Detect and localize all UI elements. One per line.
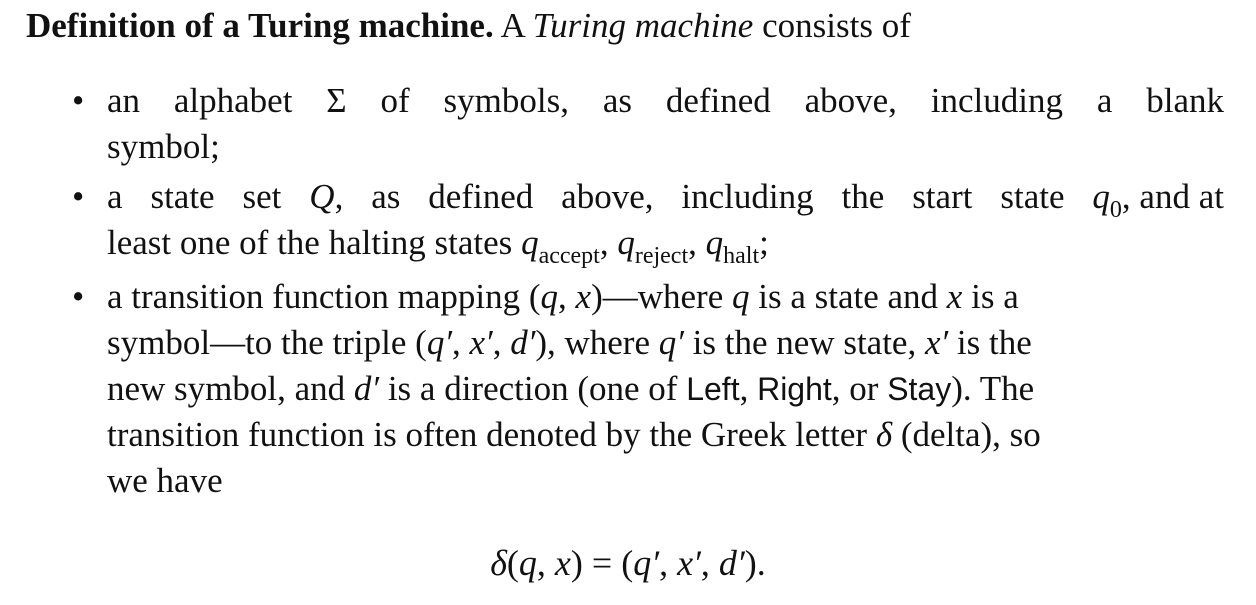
item2-line1: a state set Q, as defined above, including the start state $q_0$, and at [107,177,1224,223]
bullet-2: • [72,177,85,216]
intro-consists: consists of [762,6,911,45]
direction-left: Left [686,371,740,407]
intro-article: A [500,6,524,45]
list-item-transition-function [107,274,1224,504]
list-item-alphabet [107,78,1224,170]
delta-symbol: δ [490,543,507,583]
item1-line1: an alphabet Σ of symbols, as defined above, including a blank [107,81,1224,120]
open-paren: ( [506,543,519,583]
defined-term: Turing machine [532,6,754,45]
item2-line2: least one of the halting states $q_{accept}$, $q_{reject}$, $q_{halt}$; [107,223,769,269]
direction-stay: Stay [887,371,952,407]
item3-line5: we have [107,461,223,500]
item3-line3: new symbol, and d′ is a direction (one of Left, Right, or Stay). The [107,369,1035,408]
item1-line2: symbol; [107,127,220,166]
definition-title: Definition of a Turing machine. [26,6,494,45]
item3-line2: symbol—to the triple (q′, x′, d′), where q′ is the new state, x′ is the [107,323,1032,362]
transition-formula: δ(q, x) = (q′, x′, d′). [490,543,766,583]
direction-right: Right [757,371,832,407]
definition-heading [26,4,1226,48]
list-item-state-set [107,174,1224,269]
bullet-3: • [72,277,85,316]
bullet-1: • [72,81,85,120]
item3-line1: a transition function mapping (q, x)—where q is a state and x is a [107,277,1019,316]
item3-line4: transition function is often denoted by the Greek letter δ (delta), so [107,415,1041,454]
